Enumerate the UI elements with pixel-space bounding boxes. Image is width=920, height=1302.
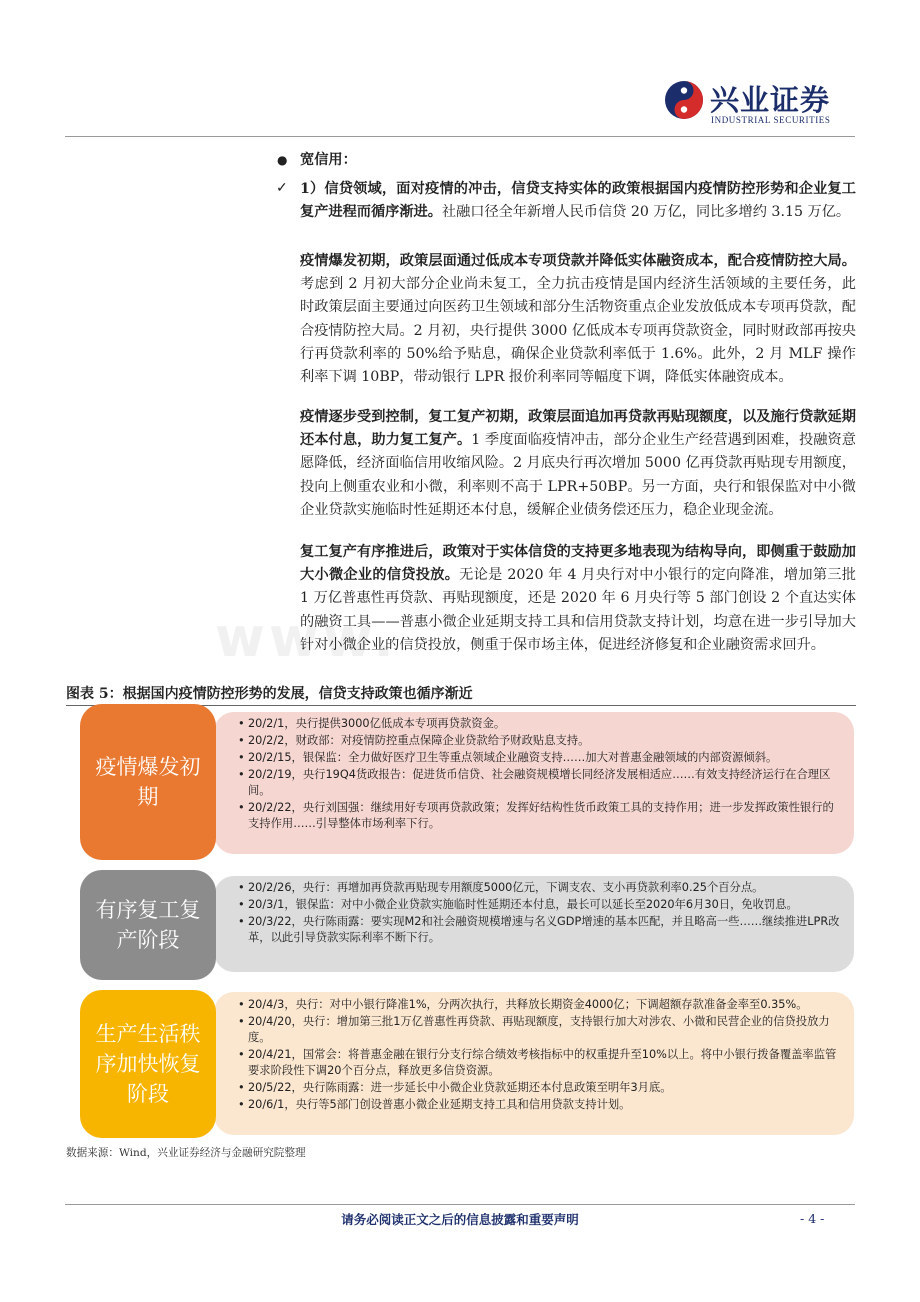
list-item: • 20/3/22，央行陈雨露：要实现M2和社会融资规模增速与名义GDP增速的基本匹配，并且略高一些……继续推进LPR改革，以此引导贷款实际利率不断下行。 [238, 914, 840, 946]
header-divider [65, 136, 855, 137]
section-heading: 宽信用： [300, 152, 357, 168]
stage-1-label-text: 疫情爆发初期 [95, 755, 201, 809]
list-item: • 20/2/2，财政部：对疫情防控重点保障企业贷款给予财政贴息支持。 [238, 733, 840, 749]
logo-text-en: INDUSTRIAL SECURITIES [711, 115, 831, 125]
watermark: www. [215, 606, 398, 669]
paragraph-2-text: 考虑到 2 月初大部分企业尚未复工，全力抗击疫情是国内经济生活领域的主要任务，此时政策层面主要通过向医药卫生领域和部分生活物资重点企业发放低成本专项再贷款，配合疫情防控大局。2 月初，央行提供 3000 亿低成本专项再贷款资金，同时财政部再按央行再贷款利率的 50%给予贴息，确保企业贷款利率低于 1.6%。此外，2 月 MLF 操作利率下调 10BP，带动银行 LPR 报价利率同等幅度下调，降低实体融资成本。 [300, 276, 856, 386]
paragraph-1 [300, 178, 856, 224]
list-item: • 20/2/26，央行：再增加再贷款再贴现专用额度5000亿元，下调支农、支小再贷款利率0.25个百分点。 [238, 880, 840, 896]
list-item: • 20/4/21，国常会：将普惠金融在银行分支行综合绩效考核指标中的权重提升至10%以上。将中小银行拨备覆盖率监管要求阶段性下调20个百分点，释放更多信贷资源。 [238, 1047, 840, 1079]
stage-3-label [80, 990, 216, 1138]
stage-3-list [238, 997, 840, 1113]
list-item: • 20/4/3，央行：对中小银行降准1%，分两次执行，共释放长期资金4000亿；下调超额存款准备金率至0.35%。 [238, 997, 840, 1013]
stage-1-label [80, 704, 216, 860]
paragraph-3-bold: 疫情逐步受到控制，复工复产初期，政策层面追加再贷款再贴现额度，以及施行贷款延期还本付息，助力复工复产。 [300, 409, 856, 449]
stage-3-band [214, 992, 854, 1135]
list-item: • 20/2/15，银保监：全力做好医疗卫生等重点领域企业融资支持……加大对普惠金融领域的内部资源倾斜。 [238, 750, 840, 766]
stage-2-label [80, 870, 216, 980]
paragraph-4-bold: 复工复产有序推进后，政策对于实体信贷的支持更多地表现为结构导向，即侧重于鼓励加大小微企业的信贷投放。 [300, 544, 856, 584]
paragraph-1-text: 社融口径全年新增人民币信贷 20 万亿，同比多增约 3.15 万亿。 [441, 204, 851, 221]
page-number: - 4 - [800, 1211, 825, 1226]
list-item: • 20/2/1，央行提供3000亿低成本专项再贷款资金。 [238, 716, 840, 732]
list-item: • 20/5/22，央行陈雨露：进一步延长中小微企业贷款延期还本付息政策至明年3月底。 [238, 1080, 840, 1096]
paragraph-3-text: 1 季度面临疫情冲击，部分企业生产经营遇到困难，投融资意愿降低，经济面临信用收缩风险。2 月底央行再次增加 5000 亿再贷款再贴现专用额度，投向上侧重农业和小微，利率则不高于 LPR+50BP。另一方面，央行和银保监对中小微企业贷款实施临时性延期还本付息，缓解企业债务偿还压力，稳企业现金流。 [300, 432, 856, 518]
paragraph-1-bold: 1）信贷领域，面对疫情的冲击，信贷支持实体的政策根据国内疫情防控形势和企业复工复产进程而循序渐进。 [300, 181, 856, 221]
paragraph-4-text: 无论是 2020 年 4 月央行对中小银行的定向降准，增加第三批 1 万亿普惠性再贷款、再贴现额度，还是 2020 年 6 月央行等 5 部门创设 2 个直达实体的融资工具——普惠小微企业延期支持工具和信用贷款支持计划，均意在进一步引导加大针对小微企业的信贷投放，侧重于保市场主体，促进经济修复和企业融资需求回升。 [300, 567, 856, 653]
footer-divider [65, 1204, 855, 1205]
paragraph-2 [300, 250, 856, 389]
disclosure-notice: 请务必阅读正文之后的信息披露和重要声明 [341, 1212, 579, 1227]
stage-1-list [238, 716, 840, 832]
stage-2-label-text: 有序复工复产阶段 [95, 898, 201, 952]
company-logo [664, 78, 854, 128]
stage-2-list [238, 880, 840, 946]
list-item: • 20/6/1，央行等5部门创设普惠小微企业延期支持工具和信用贷款支持计划。 [238, 1097, 840, 1113]
checkmark-icon: ✓ [276, 180, 288, 196]
list-item: • 20/2/19，央行19Q4货政报告：促进货币信贷、社会融资规模增长同经济发展相适应……有效支持经济运行在合理区间。 [238, 767, 840, 799]
list-item: • 20/3/1，银保监：对中小微企业贷款实施临时性延期还本付息，最长可以延长至2020年6月30日，免收罚息。 [238, 897, 840, 913]
list-item: • 20/4/20，央行：增加第三批1万亿普惠性再贷款、再贴现额度，支持银行加大对涉农、小微和民营企业的信贷投放力度。 [238, 1014, 840, 1046]
logo-text-cn: 兴业证券 [710, 83, 831, 117]
paragraph-4 [300, 541, 856, 657]
bullet-dot-icon: ● [277, 153, 288, 167]
data-source-note: 数据来源：Wind，兴业证券经济与金融研究院整理 [66, 1147, 306, 1159]
list-item: • 20/2/22，央行刘国强：继续用好专项再贷款政策；发挥好结构性货币政策工具的支持作用；进一步发挥政策性银行的支持作用……引导整体市场利率下行。 [238, 800, 840, 832]
paragraph-2-bold: 疫情爆发初期，政策层面通过低成本专项贷款并降低实体融资成本，配合疫情防控大局。 [300, 253, 856, 269]
figure-title: 图表 5：根据国内疫情防控形势的发展，信贷支持政策也循序渐近 [66, 686, 473, 702]
logo-swirl-icon [664, 80, 704, 120]
stage-2-band [214, 876, 854, 972]
stage-3-label-text: 生产生活秩序加快恢复阶段 [95, 1022, 201, 1106]
stage-1-band [214, 712, 854, 854]
paragraph-3 [300, 406, 856, 522]
